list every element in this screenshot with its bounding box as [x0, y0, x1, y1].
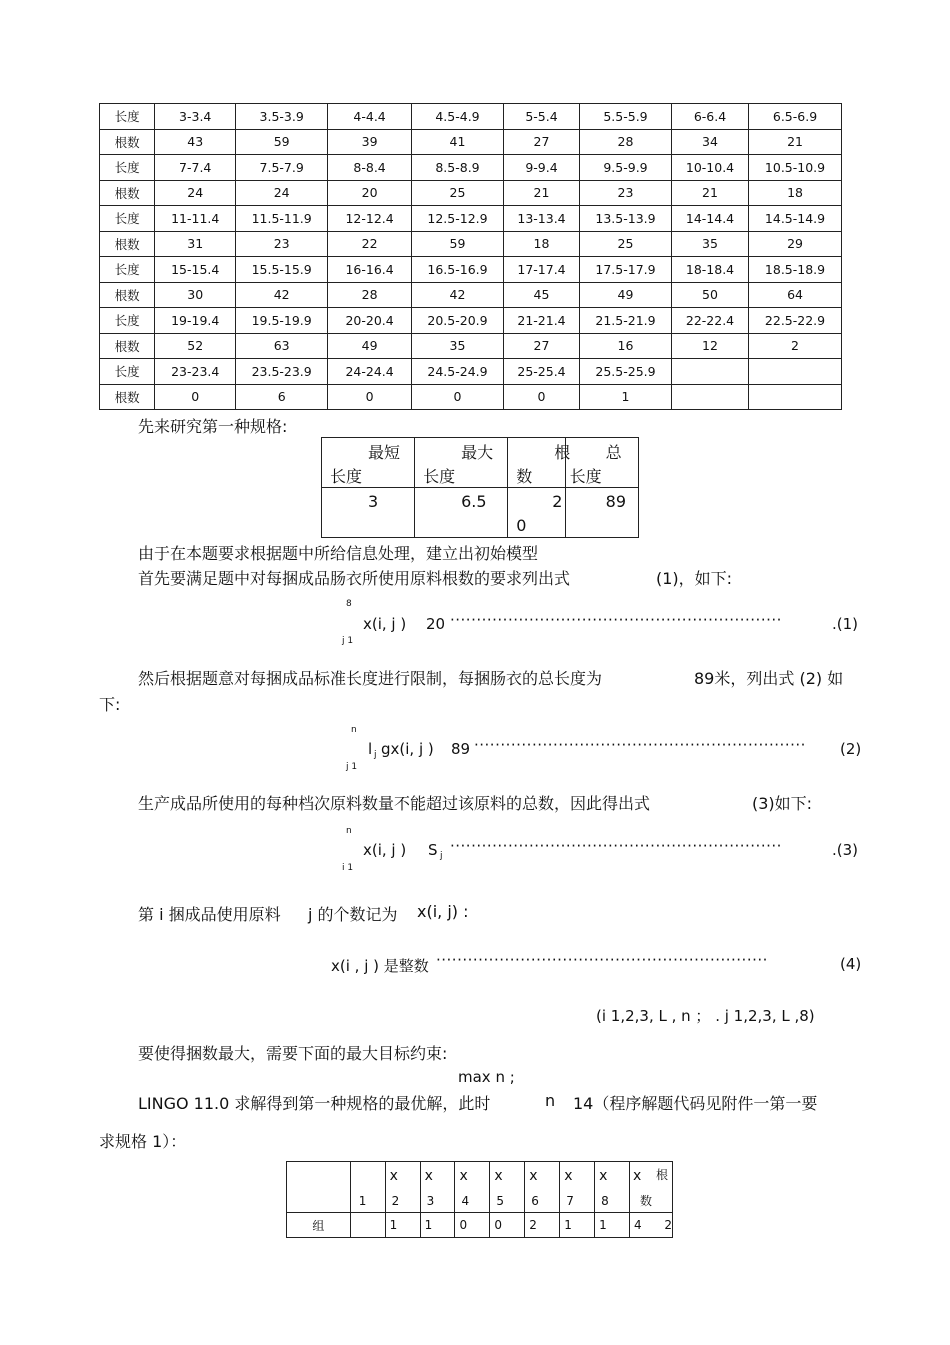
- row-label-cell: 根数: [100, 180, 155, 206]
- table-cell: 20-20.4: [328, 308, 412, 334]
- table-cell: 28: [328, 282, 412, 308]
- table-cell: 14.5-14.9: [749, 206, 842, 232]
- result-header-cell: [287, 1162, 351, 1213]
- table-cell: 24: [155, 180, 236, 206]
- table-cell: 20: [328, 180, 412, 206]
- table-cell: 20.5-20.9: [412, 308, 504, 334]
- table-cell: 14-14.4: [671, 206, 748, 232]
- paragraph-3c: 下:: [99, 695, 121, 714]
- table-row: [100, 180, 842, 206]
- result-header-cell: x 2: [385, 1162, 420, 1213]
- table-cell: 23: [236, 231, 328, 257]
- paragraph-1: 由于在本题要求根据题中所给信息处理，建立出初始模型: [138, 544, 539, 563]
- table-cell: 21: [749, 129, 842, 155]
- row-label-cell: 长度: [100, 155, 155, 181]
- table-cell: 8-8.4: [328, 155, 412, 181]
- row-label-cell: 长度: [100, 206, 155, 232]
- table-cell: 18.5-18.9: [749, 257, 842, 283]
- table-cell: 22-22.4: [671, 308, 748, 334]
- paragraph-2: 首先要满足题中对每捆成品肠衣所使用原料根数的要求列出式: [138, 569, 571, 588]
- table-cell: 2: [749, 333, 842, 359]
- paragraph-4: 生产成品所使用的每种档次原料数量不能超过该原料的总数，因此得出式: [138, 794, 651, 813]
- table-cell: 0: [328, 384, 412, 410]
- table-cell: 59: [412, 231, 504, 257]
- paragraph-6: 要使得捆数最大，需要下面的最大目标约束:: [138, 1044, 448, 1063]
- spec-header-cell: 最大 长度: [415, 438, 508, 488]
- table-cell: 18: [749, 180, 842, 206]
- paragraph-5b: j 的个数记为: [308, 905, 398, 924]
- table-cell: 13.5-13.9: [580, 206, 672, 232]
- intro-text: 先来研究第一种规格:: [138, 417, 288, 436]
- table-cell: 45: [503, 282, 579, 308]
- result-header-cell: x 6: [525, 1162, 560, 1213]
- table-cell: 25.5-25.9: [580, 359, 672, 385]
- paragraph-3b: 89米，列出式 (2) 如: [694, 669, 844, 688]
- table-cell: 4-4.4: [328, 104, 412, 130]
- table-cell: 10.5-10.9: [749, 155, 842, 181]
- table-cell: 5-5.4: [503, 104, 579, 130]
- table-row: [100, 333, 842, 359]
- row-label-cell: 根数: [100, 384, 155, 410]
- result-cell: [350, 1213, 385, 1238]
- table-cell: 22.5-22.9: [749, 308, 842, 334]
- table-cell: 12.5-12.9: [412, 206, 504, 232]
- table-cell: 30: [155, 282, 236, 308]
- row-label-cell: 长度: [100, 359, 155, 385]
- table-cell: 0: [503, 384, 579, 410]
- table-cell: 24: [236, 180, 328, 206]
- table-cell: 13-13.4: [503, 206, 579, 232]
- result-header-cell: x 根 数: [630, 1162, 673, 1213]
- result-header-cell: x 4: [455, 1162, 490, 1213]
- row-label-cell: 长度: [100, 308, 155, 334]
- table-cell: 12: [671, 333, 748, 359]
- table-cell: 43: [155, 129, 236, 155]
- table-cell: 1: [580, 384, 672, 410]
- table-cell: 9-9.4: [503, 155, 579, 181]
- table-cell: 25-25.4: [503, 359, 579, 385]
- table-cell: 28: [580, 129, 672, 155]
- result-cell: 4 2: [630, 1213, 673, 1238]
- row-label-cell: 根数: [100, 231, 155, 257]
- result-header-cell: x 8: [595, 1162, 630, 1213]
- table-cell: 29: [749, 231, 842, 257]
- spec-value-cell: 3: [322, 488, 415, 538]
- table-cell: 34: [671, 129, 748, 155]
- table-cell: [749, 384, 842, 410]
- table-cell: [671, 359, 748, 385]
- table-cell: 41: [412, 129, 504, 155]
- table-cell: 3-3.4: [155, 104, 236, 130]
- table-cell: 7.5-7.9: [236, 155, 328, 181]
- table-cell: 11-11.4: [155, 206, 236, 232]
- row-label-cell: 长度: [100, 257, 155, 283]
- table-cell: 8.5-8.9: [412, 155, 504, 181]
- table-cell: 15.5-15.9: [236, 257, 328, 283]
- length-count-table: [99, 103, 842, 410]
- table-cell: 15-15.4: [155, 257, 236, 283]
- table-cell: 35: [671, 231, 748, 257]
- table-cell: 19-19.4: [155, 308, 236, 334]
- result-cell: 0: [490, 1213, 525, 1238]
- table-cell: 0: [155, 384, 236, 410]
- table-cell: 52: [155, 333, 236, 359]
- row-label-cell: 根数: [100, 333, 155, 359]
- table-cell: 21.5-21.9: [580, 308, 672, 334]
- table-cell: 31: [155, 231, 236, 257]
- table-cell: 23-23.4: [155, 359, 236, 385]
- table-cell: 24.5-24.9: [412, 359, 504, 385]
- result-cell: 1: [560, 1213, 595, 1238]
- table-cell: 39: [328, 129, 412, 155]
- table-cell: 27: [503, 129, 579, 155]
- result-row-label: 组: [287, 1213, 351, 1238]
- table-cell: 59: [236, 129, 328, 155]
- objective: max n ;: [458, 1068, 515, 1086]
- table-cell: 21-21.4: [503, 308, 579, 334]
- table-cell: 0: [412, 384, 504, 410]
- table-cell: 7-7.4: [155, 155, 236, 181]
- table-row: [100, 104, 842, 130]
- table-cell: 35: [412, 333, 504, 359]
- paragraph-7a: LINGO 11.0 求解得到第一种规格的最优解，此时: [138, 1094, 491, 1113]
- table-cell: 49: [580, 282, 672, 308]
- paragraph-4-ref: (3)如下:: [752, 794, 813, 813]
- table-cell: 21: [671, 180, 748, 206]
- table-cell: 23.5-23.9: [236, 359, 328, 385]
- result-cell: 2: [525, 1213, 560, 1238]
- table-cell: 17.5-17.9: [580, 257, 672, 283]
- paragraph-5a: 第 i 捆成品使用原料: [138, 905, 281, 924]
- table-cell: 11.5-11.9: [236, 206, 328, 232]
- row-label-cell: 根数: [100, 282, 155, 308]
- paragraph-3a: 然后根据题意对每捆成品标准长度进行限制，每捆肠衣的总长度为: [138, 669, 603, 688]
- table-cell: 16-16.4: [328, 257, 412, 283]
- result-header-cell: x 5: [490, 1162, 525, 1213]
- table-cell: 49: [328, 333, 412, 359]
- spec-value-cell: 2 0: [508, 488, 565, 538]
- table-cell: 4.5-4.9: [412, 104, 504, 130]
- paragraph-7b: n: [545, 1091, 556, 1110]
- row-label-cell: 根数: [100, 129, 155, 155]
- spec-header-cell: 根 数: [508, 438, 565, 488]
- table-row: [100, 308, 842, 334]
- table-cell: [671, 384, 748, 410]
- table-row: [100, 206, 842, 232]
- result-header-cell: x 7: [560, 1162, 595, 1213]
- table-row: [100, 231, 842, 257]
- table-cell: 19.5-19.9: [236, 308, 328, 334]
- table-cell: 50: [671, 282, 748, 308]
- table-cell: 12-12.4: [328, 206, 412, 232]
- result-cell: 1: [385, 1213, 420, 1238]
- row-label-cell: 长度: [100, 104, 155, 130]
- spec-value-cell: 89: [565, 488, 638, 538]
- result-cell: 1: [595, 1213, 630, 1238]
- result-header-cell: x 3: [420, 1162, 455, 1213]
- spec-header-cell: 最短 长度: [322, 438, 415, 488]
- index-range: (i 1,2,3, L , n ； . j 1,2,3, L ,8): [596, 1007, 815, 1025]
- table-cell: 5.5-5.9: [580, 104, 672, 130]
- paragraph-7c: 14（程序解题代码见附件一第一要: [573, 1094, 818, 1113]
- table-cell: 18: [503, 231, 579, 257]
- table-cell: 42: [236, 282, 328, 308]
- table-cell: 6.5-6.9: [749, 104, 842, 130]
- table-cell: 23: [580, 180, 672, 206]
- table-cell: 21: [503, 180, 579, 206]
- result-header-cell: 1: [350, 1162, 385, 1213]
- table-cell: 10-10.4: [671, 155, 748, 181]
- table-cell: 27: [503, 333, 579, 359]
- table-cell: [749, 359, 842, 385]
- table-row: [100, 359, 842, 385]
- result-table: [286, 1161, 673, 1238]
- table-cell: 63: [236, 333, 328, 359]
- table-cell: 42: [412, 282, 504, 308]
- table-cell: 3.5-3.9: [236, 104, 328, 130]
- table-cell: 22: [328, 231, 412, 257]
- spec-header-cell: 总 长度: [565, 438, 638, 488]
- paragraph-2-ref: (1)，如下:: [656, 569, 733, 588]
- paragraph-5c: x(i, j) :: [417, 902, 469, 921]
- result-cell: 1: [420, 1213, 455, 1238]
- table-row: [100, 282, 842, 308]
- result-cell: 0: [455, 1213, 490, 1238]
- table-row: [100, 257, 842, 283]
- spec-value-cell: 6.5: [415, 488, 508, 538]
- table-cell: 16.5-16.9: [412, 257, 504, 283]
- table-cell: 24-24.4: [328, 359, 412, 385]
- table-cell: 6-6.4: [671, 104, 748, 130]
- table-cell: 25: [412, 180, 504, 206]
- table-row: [100, 129, 842, 155]
- table-row: [100, 155, 842, 181]
- table-cell: 64: [749, 282, 842, 308]
- spec-table: [321, 437, 639, 538]
- table-cell: 18-18.4: [671, 257, 748, 283]
- table-cell: 25: [580, 231, 672, 257]
- table-cell: 17-17.4: [503, 257, 579, 283]
- table-cell: 6: [236, 384, 328, 410]
- table-cell: 16: [580, 333, 672, 359]
- table-cell: 9.5-9.9: [580, 155, 672, 181]
- table-row: [100, 384, 842, 410]
- paragraph-7d: 求规格 1）：: [99, 1132, 187, 1151]
